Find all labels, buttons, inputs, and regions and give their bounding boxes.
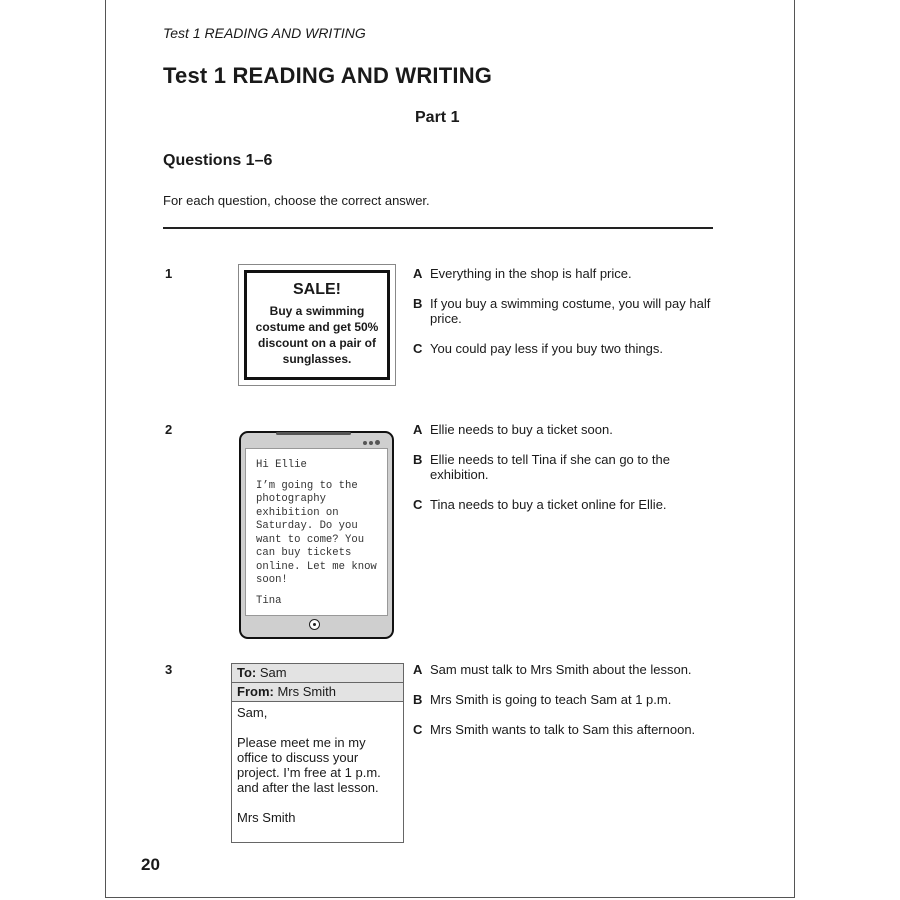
email-from-value: Mrs Smith (277, 684, 336, 699)
page-number: 20 (141, 855, 160, 874)
option-a[interactable] (413, 422, 713, 437)
option-text: Sam must talk to Mrs Smith about the lesson. (430, 662, 692, 677)
option-letter: B (413, 296, 423, 311)
question-number: 1 (165, 266, 173, 281)
option-letter: A (413, 422, 423, 437)
phone-camera-icon (363, 441, 367, 445)
email-message: Please meet me in my office to discuss your project. I’m free at 1 p.m. and after the last lesson. (237, 735, 381, 795)
option-c[interactable] (413, 341, 713, 356)
option-text: You could pay less if you buy two things. (430, 341, 663, 356)
page-title: Test 1 READING AND WRITING (163, 63, 493, 88)
email-to-label: To: (237, 665, 257, 680)
option-c[interactable] (413, 722, 713, 737)
option-b[interactable] (413, 452, 713, 482)
email-from-label: From: (237, 684, 274, 699)
email-signoff: Mrs Smith (237, 810, 296, 825)
option-text: Mrs Smith wants to talk to Sam this afternoon. (430, 722, 696, 737)
option-letter: A (413, 662, 423, 677)
phone-camera-icon (375, 440, 380, 445)
sale-notice-border (244, 270, 390, 380)
phone-illustration (239, 431, 394, 639)
option-letter: B (413, 692, 423, 707)
home-button-icon (309, 619, 320, 630)
phone-camera-icon (369, 441, 373, 445)
sale-notice (238, 264, 396, 386)
option-a[interactable] (413, 266, 713, 281)
part-heading: Part 1 (415, 109, 460, 126)
email-body (232, 702, 403, 843)
options-q2 (413, 422, 713, 527)
questions-heading: Questions 1–6 (163, 152, 273, 169)
option-b[interactable] (413, 692, 713, 707)
option-a[interactable] (413, 662, 713, 677)
option-c[interactable] (413, 497, 713, 512)
options-q1 (413, 266, 713, 371)
message-signoff: Tina (256, 594, 282, 607)
email-to-value: Sam (259, 665, 287, 680)
instruction-text: For each question, choose the correct answer. (163, 193, 430, 208)
message-body: I’m going to the photography exhibition on Saturday. Do you want to come? You can buy tickets online. Let me know soon! (256, 479, 377, 586)
option-letter: C (413, 722, 423, 737)
sale-body: Buy a swimming costume and get 50% discount on a pair of sunglasses. (255, 304, 379, 366)
option-text: Tina needs to buy a ticket online for Ellie. (430, 497, 667, 512)
question-number: 2 (165, 422, 173, 437)
question-number: 3 (165, 662, 173, 677)
option-text: If you buy a swimming costume, you will pay half price. (430, 296, 711, 326)
option-text: Ellie needs to buy a ticket soon. (430, 422, 613, 437)
option-b[interactable] (413, 296, 713, 326)
option-letter: C (413, 497, 423, 512)
divider (163, 227, 713, 229)
option-letter: C (413, 341, 423, 356)
phone-screen (245, 448, 388, 616)
options-q3 (413, 662, 713, 752)
option-text: Everything in the shop is half price. (430, 266, 632, 281)
message-greeting: Hi Ellie (256, 459, 307, 471)
option-text: Ellie needs to tell Tina if she can go to the exhibition. (430, 452, 670, 482)
phone-speaker (276, 432, 351, 435)
option-letter: A (413, 266, 423, 281)
email-illustration (231, 663, 404, 843)
option-letter: B (413, 452, 423, 467)
email-to-row (232, 664, 403, 683)
email-greeting: Sam, (237, 705, 268, 720)
sale-heading: SALE! (293, 281, 341, 298)
email-from-row (232, 683, 403, 702)
running-header: Test 1 READING AND WRITING (163, 25, 366, 41)
option-text: Mrs Smith is going to teach Sam at 1 p.m. (430, 692, 672, 707)
